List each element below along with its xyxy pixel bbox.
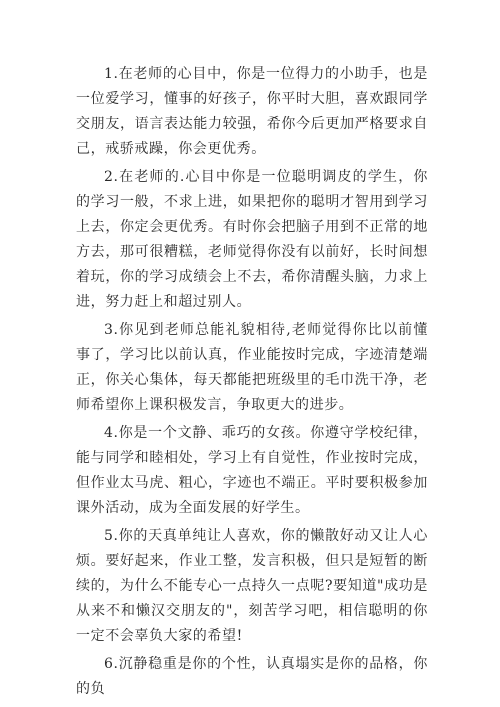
comment-paragraph-3: 3.你见到老师总能礼貌相待,老师觉得你比以前懂事了，学习比以前认真，作业能按时完成，字迹清楚端正，你关心集体，每天都能把班级里的毛巾洗干净，老师希望你上课积极发言，争取更大的进步。 <box>76 322 428 413</box>
comment-paragraph-4: 4.你是一个文静、乖巧的女孩。你遵守学校纪律，能与同学和睦相处，学习上有自觉性，作业按时完成，但作业太马虎、粗心，字迹也不端正。平时要积极参加课外活动，成为全面发展的好学生。 <box>76 425 428 516</box>
document-page <box>76 62 428 705</box>
comment-paragraph-5: 5.你的天真单纯让人喜欢，你的懒散好动又让人心烦。要好起来，作业工整，发言积极，但只是短暂的断续的，为什么不能专心一点持久一点呢?要知道"成功是从来不和懒汉交朋友的"，刻苦学习吧，相信聪明的你一定不会辜负大家的希望! <box>76 528 428 644</box>
comment-paragraph-6: 6.沉静稳重是你的个性，认真塌实是你的品格，你的负 <box>76 656 428 697</box>
comment-paragraph-2: 2.在老师的.心目中你是一位聪明调皮的学生，你的学习一般，不求上进，如果把你的聪明才智用到学习上去，你定会更优秀。有时你会把脑子用到不正常的地方去，那可很糟糕，老师觉得你没有以前好，长时间想着玩，你的学习成绩会上不去，希你清醒头脑，力求上进，努力赶上和超过别人。 <box>76 169 428 310</box>
comment-paragraph-1: 1.在老师的心目中，你是一位得力的小助手，也是一位爱学习，懂事的好孩子，你平时大胆，喜欢跟同学交朋友，语言表达能力较强，希你今后更加严格要求自己，戒骄戒躁，你会更优秀。 <box>76 66 428 157</box>
